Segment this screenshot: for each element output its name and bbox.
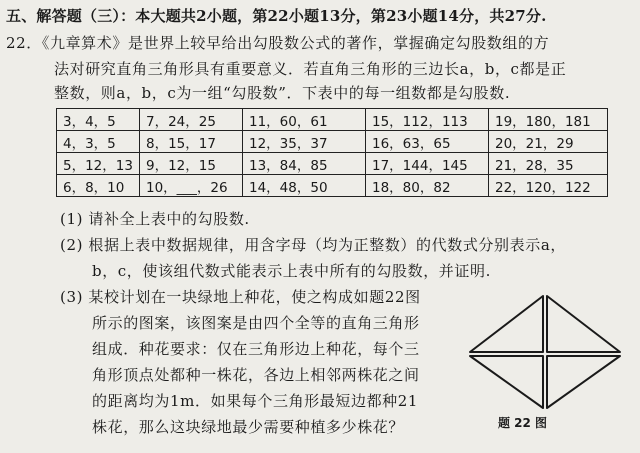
- table-row: [57, 175, 608, 197]
- table-cell: 15，112，113: [366, 109, 489, 131]
- table-cell: 22，120，122: [489, 175, 608, 197]
- table-cell: 9，12，15: [140, 153, 243, 175]
- table-cell: 11，60，61: [243, 109, 366, 131]
- problem-line-1: 22．《九章算术》是世界上较早给出勾股数公式的著作，掌握确定勾股数组的方: [6, 34, 550, 52]
- question-3-line-1: (3) 某校计划在一块绿地上种花，使之构成如题22图: [60, 288, 421, 306]
- table-cell: 8，15，17: [140, 131, 243, 153]
- table-cell: 4，3，5: [57, 131, 140, 153]
- table-cell: 16，63，65: [366, 131, 489, 153]
- table-cell: 19，180，181: [489, 109, 608, 131]
- table-cell: 14，48，50: [243, 175, 366, 197]
- question-3-line-5: 的距离均为1m．如果每个三角形最短边都种21: [92, 392, 419, 410]
- triangle-top-right: [547, 296, 620, 352]
- question-3-line-4: 角形顶点处都种一株花，各边上相邻两株花之间: [92, 366, 420, 384]
- table-cell: 5，12，13: [57, 153, 140, 175]
- question-3-line-3: 组成．种花要求：仅在三角形边上种花，每个三: [92, 340, 420, 358]
- table-cell-blank: 10，___，26: [140, 175, 243, 197]
- table-row: [57, 153, 608, 175]
- triangle-bottom-left: [470, 356, 543, 408]
- question-3-line-2: 所示的图案，该图案是由四个全等的直角三角形: [92, 314, 420, 332]
- triangle-top-left: [470, 296, 543, 352]
- question-2-line-2: b，c，使该组代数式能表示上表中所有的勾股数，并证明.: [92, 262, 491, 280]
- table-cell: 20，21，29: [489, 131, 608, 153]
- table-cell: 13，84，85: [243, 153, 366, 175]
- table-cell: 12，35，37: [243, 131, 366, 153]
- table-cell: 6，8，10: [57, 175, 140, 197]
- question-1: (1) 请补全上表中的勾股数.: [60, 210, 250, 228]
- problem-line-3: 整数，则a，b，c为一组“勾股数”．下表中的每一组数都是勾股数.: [54, 84, 511, 102]
- problem-line-2: 法对研究直角三角形具有重要意义．若直角三角形的三边长a，b，c都是正: [54, 60, 567, 78]
- table-row: [57, 131, 608, 153]
- figure-caption: 题 22 图: [498, 416, 548, 430]
- table-cell: 17，144，145: [366, 153, 489, 175]
- question-2-line-1: (2) 根据上表中数据规律，用含字母（均为正整数）的代数式分别表示a，: [60, 236, 566, 254]
- section-title: 五、解答题（三）：本大题共2小题，第22小题13分，第23小题14分，共27分.: [6, 7, 547, 25]
- table-cell: 21，28，35: [489, 153, 608, 175]
- pythagorean-triples-table: [56, 108, 608, 197]
- four-right-triangles-figure: [460, 290, 630, 412]
- table-cell: 7，24，25: [140, 109, 243, 131]
- table-cell: 3，4，5: [57, 109, 140, 131]
- table-row: [57, 109, 608, 131]
- question-3-line-6: 株花，那么这块绿地最少需要种植多少株花？: [92, 418, 405, 436]
- table-cell: 18，80，82: [366, 175, 489, 197]
- triangle-bottom-right: [547, 356, 620, 408]
